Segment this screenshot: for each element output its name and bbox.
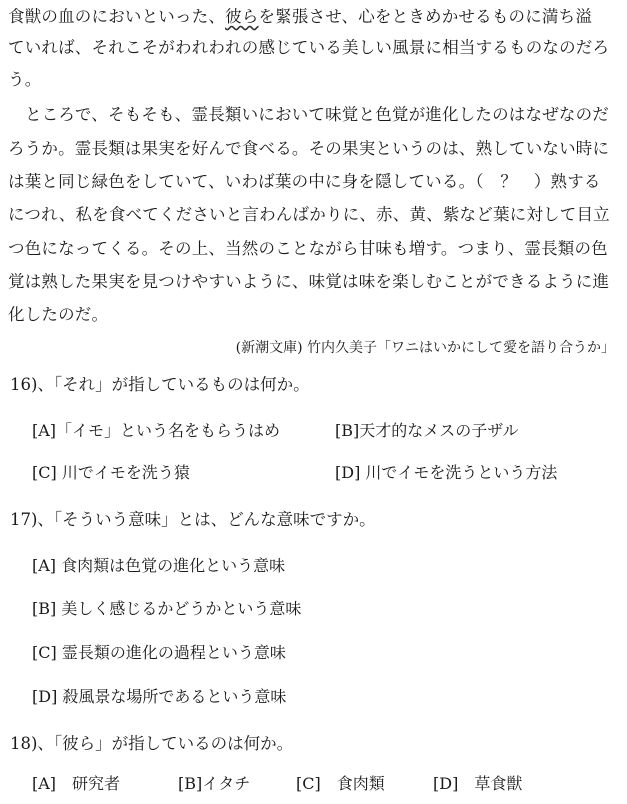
question-16-stem: 16)、「それ」が指しているものは何か。 [10,375,310,394]
passage-line: ところで、そもそも、霊長類いにおいて味覚と色覚が進化したのはなぜなのだ [25,105,610,124]
q18-option-a: [A] 研究者 [32,774,121,793]
q17-option-a: [A] 食肉類は色覚の進化という意味 [32,556,286,575]
q17-option-c: [C] 霊長類の進化の過程という意味 [32,643,286,662]
passage-line: は葉と同じ緑色をしていて、いわば葉の中に身を隠している。（ ？ ）熟する [8,172,601,191]
passage-line [8,6,592,28]
q18-option-b: [B]イタチ [178,774,251,793]
passage-line: 化したのだ。 [8,305,109,324]
q16-option-c: [C] 川でイモを洗う猿 [32,463,190,482]
question-17-stem: 17)、「そういう意味」とは、どんな意味ですか。 [10,510,376,529]
passage-line: ろうか。霊長類は果実を好んで食べる。その果実というのは、熟していない時に [8,139,610,158]
underlined-term: 彼ら [225,7,259,26]
citation: (新潮文庫) 竹内久美子「ワニはいかにして愛を語り合うか」 [235,340,615,356]
q16-option-d: [D] 川でイモを洗うという方法 [335,463,558,482]
passage-line: につれ、私を食べてくださいと言わんばかりに、赤、黄、紫など葉に対して目立 [8,205,610,224]
q18-option-d: [D] 草食獣 [433,774,523,793]
passage-text: 食獣の血のにおいといった、 [8,7,226,26]
q16-option-b: [B]天才的なメスの子ザル [335,421,519,440]
passage-line: う。 [8,70,42,89]
q17-option-d: [D] 殺風景な場所であるという意味 [32,687,287,706]
passage-line: 覚は熟した果実を見つけやすいように、味覚は味を楽しむことができるように進 [8,272,610,291]
passage-text: を緊張させ、心をときめかせるものに満ち溢 [258,7,593,26]
q17-option-b: [B] 美しく感じるかどうかという意味 [32,599,302,618]
passage-line: つ色になってくる。その上、当然のことながら甘味も増す。つまり、霊長類の色 [8,239,608,258]
q18-option-c: [C] 食肉類 [296,774,385,793]
passage-line: ていれば、それこそがわれわれの感じている美しい風景に相当するものなのだろ [8,38,610,57]
q16-option-a: [A]「イモ」という名をもらうはめ [32,421,281,440]
question-18-stem: 18)、「彼ら」が指しているのは何か。 [10,734,294,753]
